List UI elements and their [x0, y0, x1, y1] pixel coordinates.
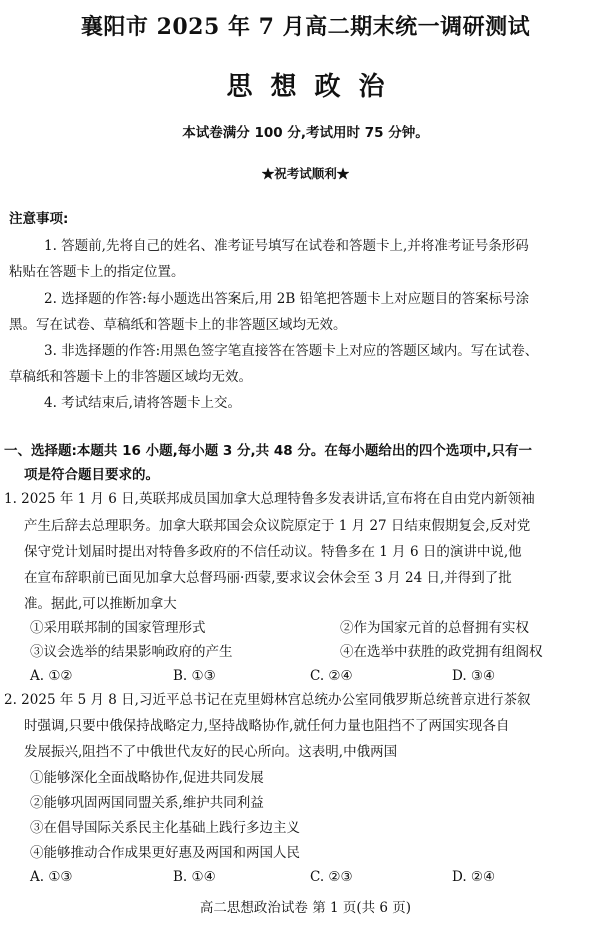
notice-line: 2. 选择题的作答:每小题选出答案后,用 2B 铅笔把答题卡上对应题目的答案标号涂 — [44, 291, 530, 307]
notice-heading: 注意事项: — [9, 211, 69, 227]
exam-title: 襄阳市 2025 年 7 月高二期末统一调研测试 — [80, 14, 531, 40]
q1-stem-line: 准。据此,可以推断加拿大 — [24, 596, 177, 612]
notice-line: 4. 考试结束后,请将答题卡上交。 — [44, 395, 241, 411]
q1-statement-1: ①采用联邦制的国家管理形式 — [30, 620, 206, 636]
q1-statement-4: ④在选举中获胜的政党拥有组阁权 — [340, 644, 543, 660]
q2-statement-2: ②能够巩固两国同盟关系,维护共同利益 — [30, 795, 264, 811]
subject-title: 思想政治 — [226, 72, 403, 102]
good-luck-note: ★祝考试顺利★ — [261, 166, 350, 181]
notice-line: 粘贴在答题卡上的指定位置。 — [9, 264, 185, 280]
q1-statement-2: ②作为国家元首的总督拥有实权 — [340, 620, 529, 636]
page-footer: 高二思想政治试卷 第 1 页(共 6 页) — [199, 900, 412, 916]
q1-option-c: C. ②④ — [310, 668, 353, 684]
q1-stem-line: 产生后辞去总理职务。加拿大联邦国会众议院原定于 1 月 27 日结束假期复会,反对党 — [24, 518, 531, 534]
exam-info: 本试卷满分 100 分,考试用时 75 分钟。 — [182, 125, 429, 141]
q1-stem-line: 保守党计划届时提出对特鲁多政府的不信任动议。特鲁多在 1 月 6 日的演讲中说,他 — [24, 544, 522, 560]
q1-option-b: B. ①③ — [173, 668, 216, 684]
q2-statement-4: ④能够推动合作成果更好惠及两国和两国人民 — [30, 845, 300, 861]
section-heading-cont: 项是符合题目要求的。 — [24, 467, 159, 483]
q2-statement-1: ①能够深化全面战略协作,促进共同发展 — [30, 770, 264, 786]
notice-line: 1. 答题前,先将自己的姓名、准考证号填写在试卷和答题卡上,并将准考证号条形码 — [44, 238, 529, 254]
q1-statement-3: ③议会选举的结果影响政府的产生 — [30, 644, 233, 660]
q2-stem-line: 2. 2025 年 5 月 8 日,习近平总书记在克里姆林宫总统办公室同俄罗斯总统普京进行茶叙 — [4, 692, 531, 708]
q1-option-a: A. ①② — [30, 668, 73, 684]
q2-stem-line: 发展振兴,阻挡不了中俄世代友好的民心所向。这表明,中俄两国 — [24, 744, 398, 760]
q2-option-a: A. ①③ — [30, 869, 73, 885]
q2-option-b: B. ①④ — [173, 869, 216, 885]
section-heading: 一、选择题:本题共 16 小题,每小题 3 分,共 48 分。在每小题给出的四个选项中,只有一 — [4, 443, 532, 459]
q2-statement-3: ③在倡导国际关系民主化基础上践行多边主义 — [30, 820, 300, 836]
q1-stem-line: 1. 2025 年 1 月 6 日,英联邦成员国加拿大总理特鲁多发表讲话,宣布将在自由党内新领袖 — [4, 491, 535, 507]
notice-line: 草稿纸和答题卡上的非答题区域均无效。 — [9, 369, 252, 385]
q2-stem-line: 时强调,只要中俄保持战略定力,坚持战略协作,就任何力量也阻挡不了两国实现各自 — [24, 718, 510, 734]
q2-option-d: D. ②④ — [452, 869, 496, 885]
q1-option-d: D. ③④ — [452, 668, 496, 684]
notice-line: 3. 非选择题的作答:用黑色签字笔直接答在答题卡上对应的答题区域内。写在试卷、 — [44, 343, 539, 359]
q1-stem-line: 在宣布辞职前已面见加拿大总督玛丽·西蒙,要求议会休会至 3 月 24 日,并得到了批 — [24, 570, 512, 586]
notice-line: 黑。写在试卷、草稿纸和答题卡上的非答题区域均无效。 — [9, 317, 347, 333]
q2-option-c: C. ②③ — [310, 869, 353, 885]
